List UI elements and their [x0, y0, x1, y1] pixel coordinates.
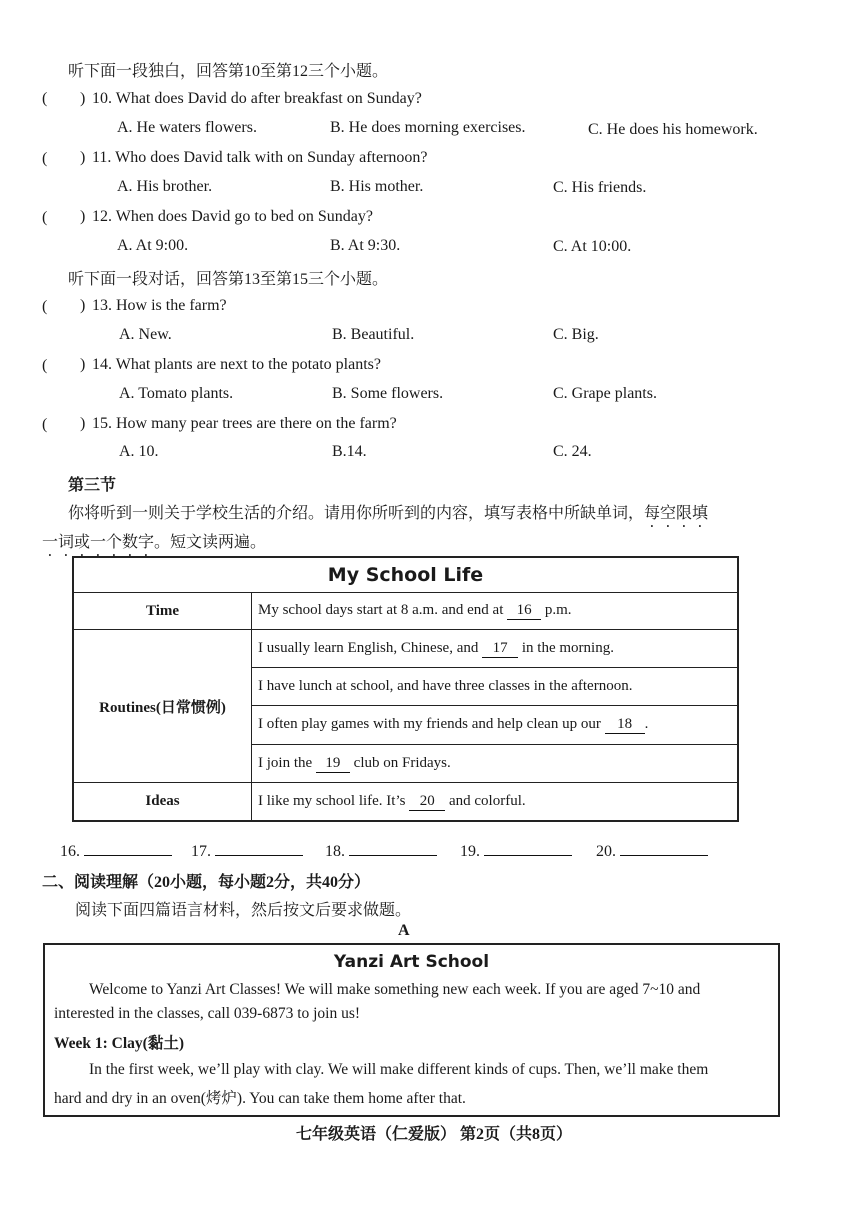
reading-instruction: 阅读下面四篇语言材料，然后按文后要求做题。 [75, 902, 412, 919]
routines-label: Routines(日常惯例) [73, 630, 252, 783]
question-14: 14. What plants are next to the potato plants? [92, 356, 381, 373]
table-row-routine-3 [252, 706, 739, 745]
instruction-emphasis: 每空限填 [644, 505, 709, 522]
table-row-ideas [252, 783, 739, 821]
blank-16: 16 [507, 602, 541, 620]
q15-option-b: B.14. [332, 443, 367, 460]
q13-option-c: C. Big. [553, 326, 599, 343]
answer-paren-open: ( [42, 209, 48, 226]
q10-option-b: B. He does morning exercises. [330, 119, 526, 136]
q13-option-a: A. New. [119, 326, 172, 343]
answer-18[interactable] [325, 843, 437, 861]
answer-number: 17. [191, 843, 211, 860]
passage-paragraph-2-line1: In the first week, we’ll play with clay. We will make different kinds of cups. Then, we’ll make them [89, 1061, 709, 1078]
q12-option-c: C. At 10:00. [553, 238, 632, 255]
answer-paren-close: ) [80, 297, 86, 314]
answer-paren-open: ( [42, 298, 48, 315]
q12-option-b: B. At 9:30. [330, 237, 401, 254]
answer-number: 20. [596, 843, 616, 860]
row-text: I often play games with my friends and help clean up our [258, 716, 601, 733]
answer-19[interactable] [460, 843, 572, 861]
q14-option-b: B. Some flowers. [332, 385, 444, 402]
question-12: 12. When does David go to bed on Sunday? [92, 208, 373, 225]
blank-17: 17 [482, 640, 518, 658]
ideas-label: Ideas [73, 783, 252, 821]
passage-title: Yanzi Art School [333, 952, 490, 972]
answer-line[interactable] [215, 855, 303, 856]
answer-17[interactable] [191, 843, 303, 861]
answer-line[interactable] [349, 855, 437, 856]
q11-option-b: B. His mother. [330, 178, 424, 195]
q14-option-a: A. Tomato plants. [119, 385, 234, 402]
answer-16[interactable] [60, 843, 172, 861]
reading-heading: 二、阅读理解（20小题，每小题2分，共40分） [42, 874, 371, 891]
question-15: 15. How many pear trees are there on the farm? [92, 415, 397, 432]
blank-20: 20 [409, 793, 445, 811]
passage-a-box [43, 943, 780, 1117]
answer-paren-close: ) [80, 90, 86, 107]
question-11: 11. Who does David talk with on Sunday afternoon? [92, 149, 428, 166]
answer-paren-close: ) [80, 356, 86, 373]
q10-option-c: C. He does his homework. [588, 121, 758, 138]
question-10: 10. What does David do after breakfast on Sunday? [92, 90, 422, 107]
week-1-heading: Week 1: Clay(黏土) [54, 1035, 185, 1052]
row-text: I like my school life. It’s [258, 792, 406, 809]
table-row-routine-1 [252, 630, 739, 668]
question-13: 13. How is the farm? [92, 297, 227, 314]
time-label: Time [73, 593, 252, 630]
table-row-routine-2: I have lunch at school, and have three classes in the afternoon. [252, 668, 739, 706]
blank-18: 18 [605, 716, 645, 734]
passage-paragraph-1-line1: Welcome to Yanzi Art Classes! We will make something new each week. If you are aged 7~10 and [89, 981, 701, 998]
row-text: club on Fridays. [353, 754, 451, 771]
answer-number: 19. [460, 843, 480, 860]
table-title: My School Life [73, 557, 738, 593]
instruction-text: 。短文读两遍。 [154, 534, 267, 551]
answer-paren-open: ( [42, 416, 48, 433]
instruction-text: 你将听到一则关于学校生活的介绍。请用你所听到的内容，填写表格中所缺单词， [68, 505, 645, 522]
row-text: . [644, 716, 649, 733]
answer-paren-close: ) [80, 208, 86, 225]
answer-line[interactable] [84, 855, 172, 856]
row-text: and colorful. [448, 792, 526, 809]
answer-paren-close: ) [80, 415, 86, 432]
q11-option-c: C. His friends. [553, 179, 647, 196]
answer-number: 18. [325, 843, 345, 860]
q11-option-a: A. His brother. [117, 178, 213, 195]
passage-paragraph-1-line2: interested in the classes, call 039-6873 to join us! [54, 1005, 361, 1022]
answer-line[interactable] [484, 855, 572, 856]
passage-paragraph-2-line2: hard and dry in an oven(烤炉). You can take them home after that. [54, 1090, 466, 1107]
q13-option-b: B. Beautiful. [332, 326, 415, 343]
answer-paren-open: ( [42, 150, 48, 167]
row-text: I join the [258, 754, 313, 771]
page-footer: 七年级英语（仁爱版） 第2页（共8页） [295, 1126, 572, 1143]
section-3-instruction-line1 [68, 500, 708, 531]
row-text: p.m. [544, 602, 572, 619]
listening-intro-monologue: 听下面一段独白，回答第10至第12三个小题。 [68, 63, 389, 80]
answer-line[interactable] [620, 855, 708, 856]
passage-letter: A [398, 922, 410, 939]
q14-option-c: C. Grape plants. [553, 385, 657, 402]
q12-option-a: A. At 9:00. [117, 237, 189, 254]
section-3-title: 第三节 [68, 477, 117, 494]
instruction-emphasis: 一词或一个数字 [42, 534, 155, 551]
listening-intro-dialogue: 听下面一段对话，回答第13至第15三个小题。 [68, 271, 389, 288]
answer-20[interactable] [596, 843, 708, 861]
answer-paren-close: ) [80, 149, 86, 166]
answer-number: 16. [60, 843, 80, 860]
school-life-table [72, 556, 739, 822]
row-text: in the morning. [521, 639, 614, 656]
answer-paren-open: ( [42, 357, 48, 374]
q10-option-a: A. He waters flowers. [117, 119, 257, 136]
table-row-time [252, 593, 739, 630]
table-row-routine-4 [252, 745, 739, 783]
q15-option-a: A. 10. [119, 443, 159, 460]
row-text: My school days start at 8 a.m. and end at [258, 602, 504, 619]
answer-paren-open: ( [42, 90, 48, 107]
q15-option-c: C. 24. [553, 443, 592, 460]
blank-19: 19 [316, 755, 350, 773]
row-text: I usually learn English, Chinese, and [258, 639, 479, 656]
